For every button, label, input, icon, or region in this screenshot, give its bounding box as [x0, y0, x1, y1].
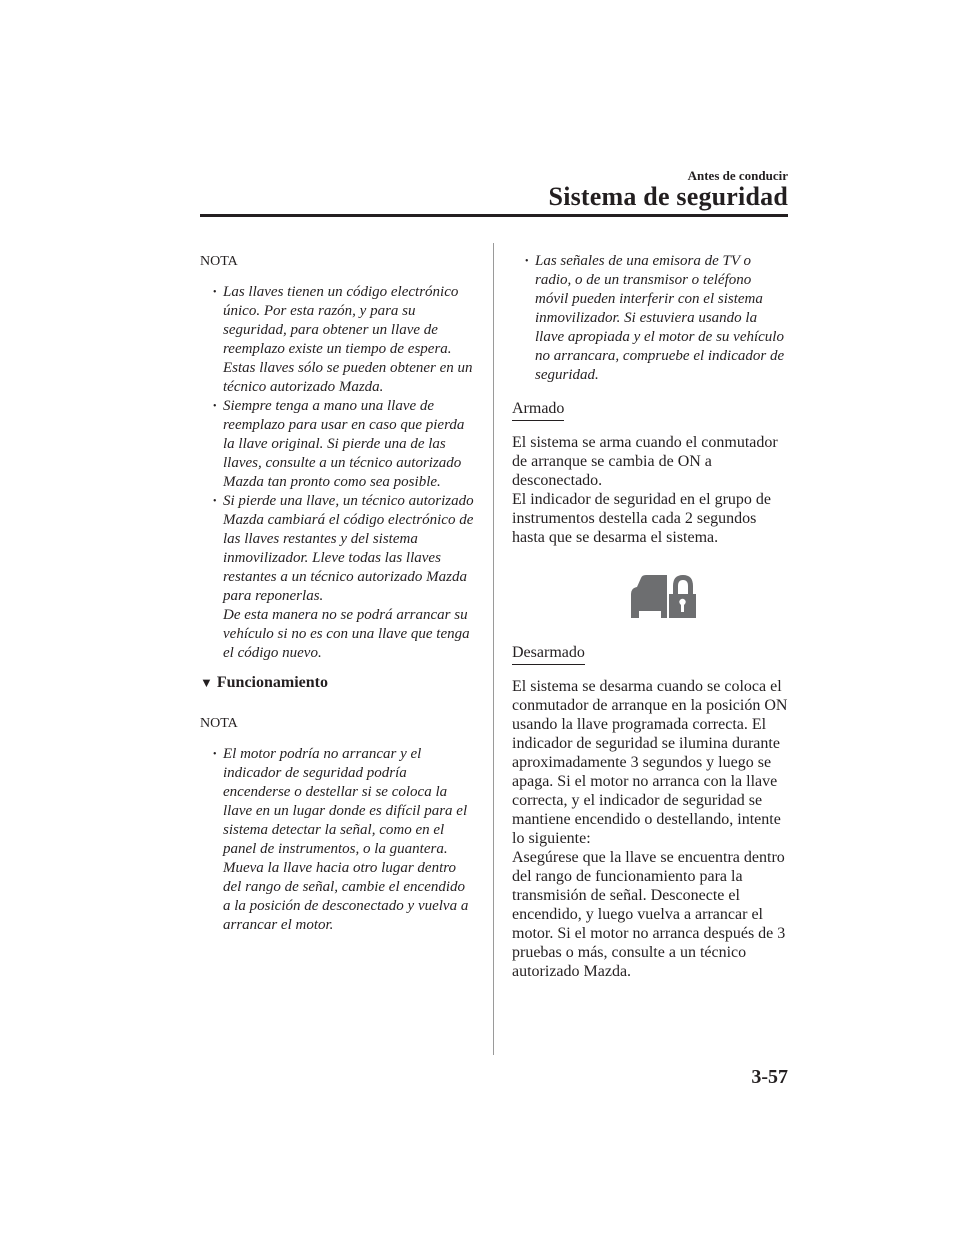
security-indicator-icon	[627, 570, 697, 620]
armado-paragraph: El indicador de seguridad en el grupo de instrumentos destella cada 2 segundos hasta que se desarma el sistema.	[512, 491, 772, 546]
note-list	[512, 252, 788, 385]
note-item: • Las llaves tienen un código electrónico único. Por esta razón, y para su seguridad, para obtener un llave de reemplazo existe un tiempo de espera. Estas llaves sólo se pueden obtener en un técnico autorizado Mazda.	[213, 283, 476, 397]
note-list	[200, 745, 476, 935]
subhead-funcionamiento	[200, 673, 476, 692]
note-label: NOTA	[200, 254, 238, 269]
note-label: NOTA	[200, 716, 238, 731]
left-column	[200, 252, 476, 935]
heading-armado: Armado	[512, 399, 564, 421]
subhead-label: Funcionamiento	[216, 674, 328, 691]
security-indicator	[536, 547, 788, 643]
header-rule	[200, 214, 788, 217]
header-title: Sistema de seguridad	[548, 182, 788, 211]
desarmado-paragraph: El sistema se desarma cuando se coloca el conmutador de arranque en la posición ON usando la llave programada correcta. El indicador de seguridad se ilumina durante aproximadamente 3 segundos y luego se apaga. Si el motor no arranca con la llave correcta, y el indicador de seguridad se mantiene encendido o destellando, intente lo siguiente:	[512, 678, 788, 847]
note-item: • Siempre tenga a mano una llave de reemplazo para usar en caso que pierda la llave original. Si pierde una de las llaves, consulte a un técnico autorizado Mazda tan pronto como sea posible.	[213, 397, 476, 492]
right-column	[512, 252, 788, 981]
column-divider	[493, 243, 494, 1055]
armado-paragraph: El sistema se arma cuando el conmutador de arranque se cambia de ON a desconectado.	[512, 434, 778, 489]
page-number: 3-57	[751, 1066, 788, 1088]
triangle-marker-icon: ▼	[200, 675, 213, 690]
desarmado-paragraph: Asegúrese que la llave se encuentra dentro del rango de funcionamiento para la transmisión de señal. Desconecte el encendido, y luego vuelva a arrancar el motor. Si el motor no arranca después de 3 pruebas o más, consulte a un técnico autorizado Mazda.	[512, 849, 786, 980]
note-item: • Las señales de una emisora de TV o radio, o de un transmisor o teléfono móvil pueden interferir con el sistema inmovilizador. Si estuviera usando la llave apropiada y el motor de su vehículo no arrancara, compruebe el indicador de seguridad.	[525, 252, 788, 385]
note-item: • Si pierde una llave, un técnico autorizado Mazda cambiará el código electrónico de las llaves restantes y del sistema inmovilizador. Lleve todas las llaves restantes a un técnico autorizado Mazda para reponerlas. De esta manera no se podrá arrancar su vehículo si no es con una llave que tenga el código nuevo.	[213, 492, 476, 663]
note-item: • El motor podría no arrancar y el indicador de seguridad podría encenderse o destellar si se coloca la llave en un lugar donde es difícil para el sistema detectar la señal, como en el panel de instrumentos, o la guantera. Mueva la llave hacia otro lugar dentro del rango de señal, cambie el encendido a la posición de desconectado y vuelva a arrancar el motor.	[213, 745, 476, 935]
header-section: Antes de conducir	[687, 168, 788, 183]
heading-desarmado: Desarmado	[512, 643, 585, 665]
note-list	[200, 283, 476, 663]
